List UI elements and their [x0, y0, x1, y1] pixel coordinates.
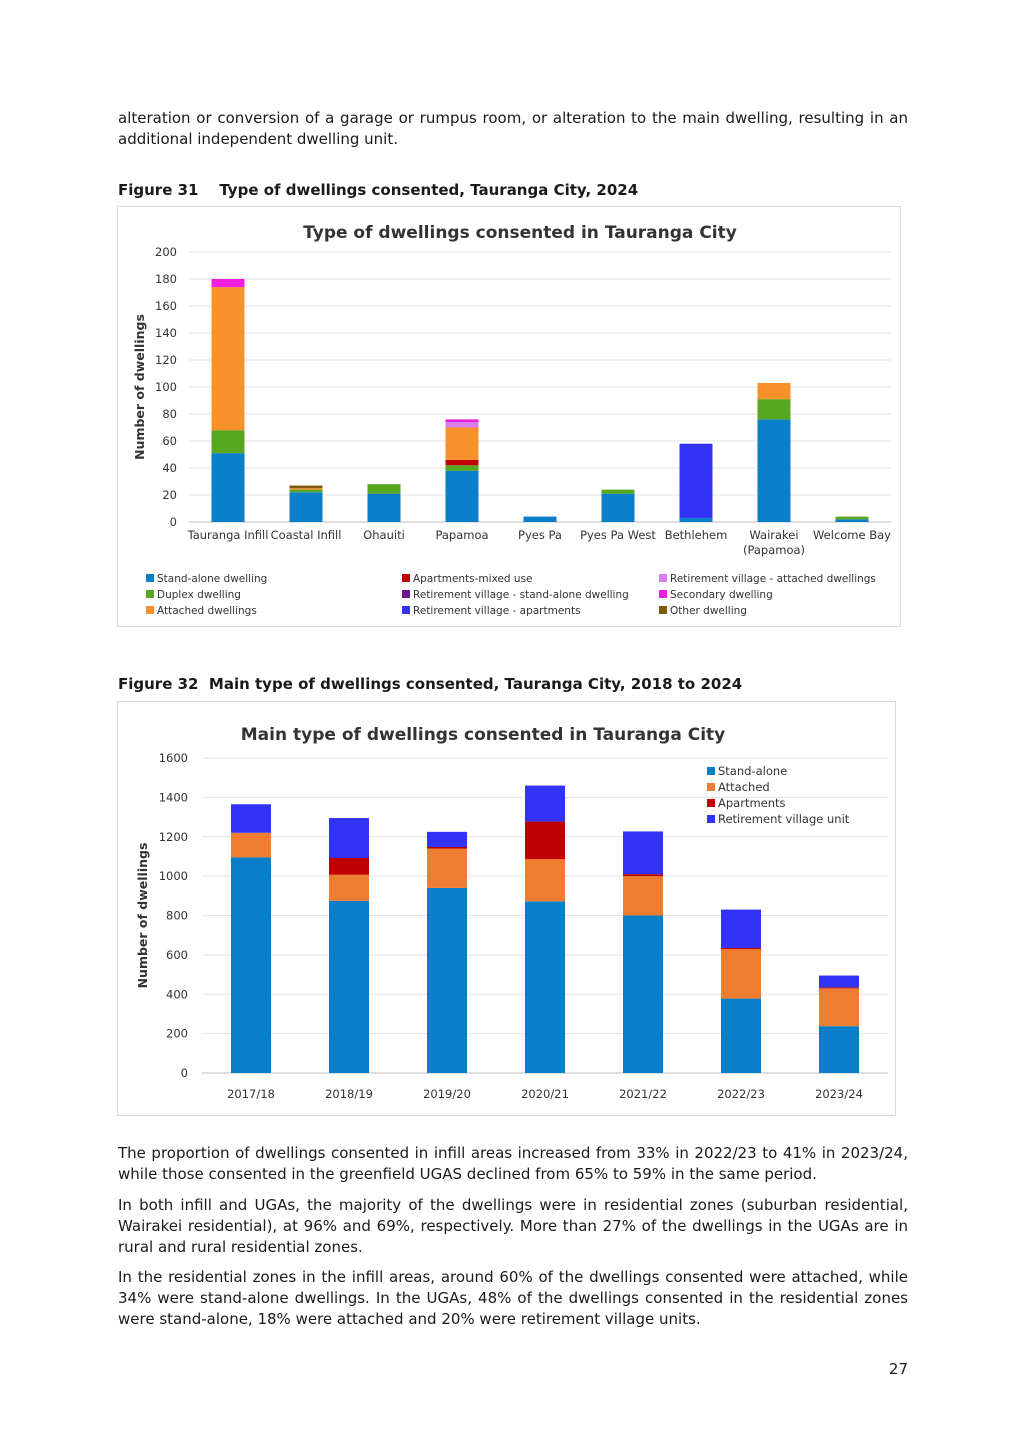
bar-segment [329, 875, 369, 901]
chart-title: Type of dwellings consented in Tauranga City [303, 223, 737, 243]
y-tick-label: 60 [162, 434, 177, 448]
x-tick-label: 2019/20 [423, 1087, 471, 1101]
y-tick-label: 1600 [158, 751, 188, 765]
y-tick-label: 100 [155, 380, 177, 394]
bar-segment [329, 818, 369, 858]
bar-segment [836, 517, 869, 520]
legend-label: Secondary dwelling [670, 589, 773, 601]
y-tick-label: 800 [166, 908, 188, 923]
bar-segment [525, 786, 565, 822]
legend-swatch [707, 815, 715, 823]
bar-segment [290, 488, 323, 489]
legend-swatch [402, 606, 410, 614]
body-paragraph-3: In the residential zones in the infill areas, around 60% of the dwellings consented were attached, while 34% were stand-alone dwellings. In the UGAs, 48% of the dwellings consented in the residential zones were stand-alone, 18% were attached and 20% were retirement village units. [118, 1268, 908, 1328]
y-tick-label: 120 [155, 353, 177, 367]
bar-segment [525, 901, 565, 1073]
legend-label: Apartments-mixed use [413, 573, 533, 585]
bar-segment [758, 399, 791, 419]
legend-label: Other dwelling [670, 605, 747, 617]
bar-segment [623, 876, 663, 915]
y-tick-label: 20 [162, 488, 177, 502]
legend-swatch [659, 590, 667, 598]
y-axis-label: Number of dwellings [132, 314, 147, 460]
bar-segment [721, 999, 761, 1073]
x-tick-label: 2018/19 [325, 1087, 373, 1101]
bar-segment [427, 847, 467, 849]
bar-segment [446, 428, 479, 460]
legend-swatch [402, 590, 410, 598]
y-tick-label: 80 [162, 407, 177, 421]
bar-segment [836, 519, 869, 522]
bar-segment [623, 874, 663, 876]
legend-swatch [659, 606, 667, 614]
dwelling-type-chart-svg [118, 207, 900, 626]
legend-label: Duplex dwelling [157, 589, 241, 601]
x-tick-label: 2017/18 [227, 1087, 275, 1101]
bar-segment [525, 822, 565, 859]
legend-swatch [707, 783, 715, 791]
legend-swatch [659, 574, 667, 582]
x-tick-label: (Papamoa) [742, 543, 806, 557]
bar-segment [623, 916, 663, 1074]
bar-segment [231, 833, 271, 858]
bar-segment [721, 948, 761, 949]
chart-title: Main type of dwellings consented in Tauranga City [240, 725, 726, 745]
y-tick-label: 180 [155, 272, 177, 286]
bar-segment [524, 517, 557, 522]
y-tick-label: 200 [166, 1026, 188, 1041]
legend-swatch [707, 799, 715, 807]
legend-label: Stand-alone [718, 764, 788, 778]
main-dwelling-type-chart-svg [118, 702, 895, 1115]
x-tick-label: Welcome Bay [812, 528, 892, 542]
body-paragraph-1: The proportion of dwellings consented in infill areas increased from 33% in 2022/23 to 41% in 2023/24, while those consented in the greenfield UGAS declined from 65% to 59% in the same period. [118, 1144, 908, 1183]
legend-swatch [707, 767, 715, 775]
bar-segment [427, 832, 467, 847]
page-number: 27 [888, 1360, 908, 1378]
bar-segment [212, 279, 245, 287]
y-tick-label: 40 [162, 461, 177, 475]
bar-segment [721, 949, 761, 999]
x-tick-label: Wairakei [749, 528, 799, 542]
legend-swatch [146, 574, 154, 582]
bar-segment [427, 888, 467, 1073]
legend-label: Retirement village - stand-alone dwelling [413, 589, 629, 601]
y-axis-label: Number of dwellings [135, 842, 150, 989]
bar-segment [290, 492, 323, 522]
legend-label: Stand-alone dwelling [157, 573, 268, 585]
legend-label: Attached [718, 780, 770, 794]
x-tick-label: Coastal Infill [270, 528, 342, 542]
x-tick-label: 2020/21 [521, 1087, 569, 1101]
x-tick-label: Bethlehem [664, 528, 728, 542]
y-tick-label: 400 [166, 987, 188, 1002]
y-tick-label: 200 [155, 245, 177, 259]
bar-segment [758, 383, 791, 399]
bar-segment [231, 804, 271, 833]
legend-label: Retirement village unit [718, 812, 850, 826]
figure-31-caption: Figure 31 Type of dwellings consented, Tauranga City, 2024 [118, 181, 639, 199]
x-tick-label: 2022/23 [717, 1087, 765, 1101]
bar-segment [819, 988, 859, 1026]
x-tick-label: Pyes Pa [518, 528, 562, 542]
legend-swatch [402, 574, 410, 582]
legend-swatch [146, 606, 154, 614]
bar-segment [602, 494, 635, 522]
y-tick-label: 1000 [158, 869, 188, 884]
y-tick-label: 0 [169, 515, 177, 529]
intro-paragraph: alteration or conversion of a garage or rumpus room, or alteration to the main dwelling, resulting in an additional independent dwelling unit. [118, 109, 908, 148]
bar-segment [602, 490, 635, 494]
bar-segment [212, 287, 245, 430]
bar-segment [290, 486, 323, 489]
x-tick-label: Tauranga Infill [187, 528, 269, 542]
x-tick-label: 2021/22 [619, 1087, 667, 1101]
bar-segment [212, 430, 245, 453]
bar-segment [819, 1026, 859, 1073]
figure-32-caption: Figure 32 Main type of dwellings consented, Tauranga City, 2018 to 2024 [118, 675, 743, 693]
legend-label: Retirement village - attached dwellings [670, 573, 876, 585]
bar-segment [680, 518, 713, 522]
x-tick-label: Papamoa [435, 528, 489, 542]
bar-segment [721, 910, 761, 948]
bar-segment [623, 831, 663, 874]
bar-segment [446, 471, 479, 522]
x-tick-label: 2023/24 [815, 1087, 863, 1101]
bar-segment [819, 987, 859, 988]
bar-segment [446, 419, 479, 422]
bar-segment [212, 453, 245, 522]
x-tick-label: Pyes Pa West [580, 528, 656, 542]
y-tick-label: 160 [155, 299, 177, 313]
bar-segment [368, 484, 401, 493]
y-tick-label: 0 [180, 1066, 188, 1080]
bar-segment [290, 490, 323, 493]
bar-segment [231, 857, 271, 1073]
bar-segment [329, 901, 369, 1073]
y-tick-label: 1200 [158, 829, 188, 844]
bar-segment [329, 858, 369, 875]
bar-segment [758, 419, 791, 522]
body-paragraph-2: In both infill and UGAs, the majority of the dwellings were in residential zones (suburban residential, Wairakei residential), at 96% and 69%, respectively. More than 27% of the dwellings in the UGAs are in rural and rural residential zones. [118, 1196, 908, 1256]
legend-swatch [146, 590, 154, 598]
legend-label: Apartments [718, 796, 786, 810]
bar-segment [446, 422, 479, 427]
x-tick-label: Ohauiti [363, 528, 405, 542]
bar-segment [427, 849, 467, 888]
figure-32-chart [117, 701, 896, 1116]
legend-label: Attached dwellings [157, 605, 257, 617]
bar-segment [819, 976, 859, 988]
bar-segment [446, 465, 479, 470]
y-tick-label: 600 [166, 947, 188, 962]
y-tick-label: 140 [155, 326, 177, 340]
figure-31-chart [117, 206, 901, 627]
bar-segment [446, 460, 479, 465]
bar-segment [680, 444, 713, 518]
bar-segment [368, 494, 401, 522]
y-tick-label: 1400 [158, 790, 188, 805]
bar-segment [525, 859, 565, 901]
legend-label: Retirement village - apartments [413, 605, 581, 617]
